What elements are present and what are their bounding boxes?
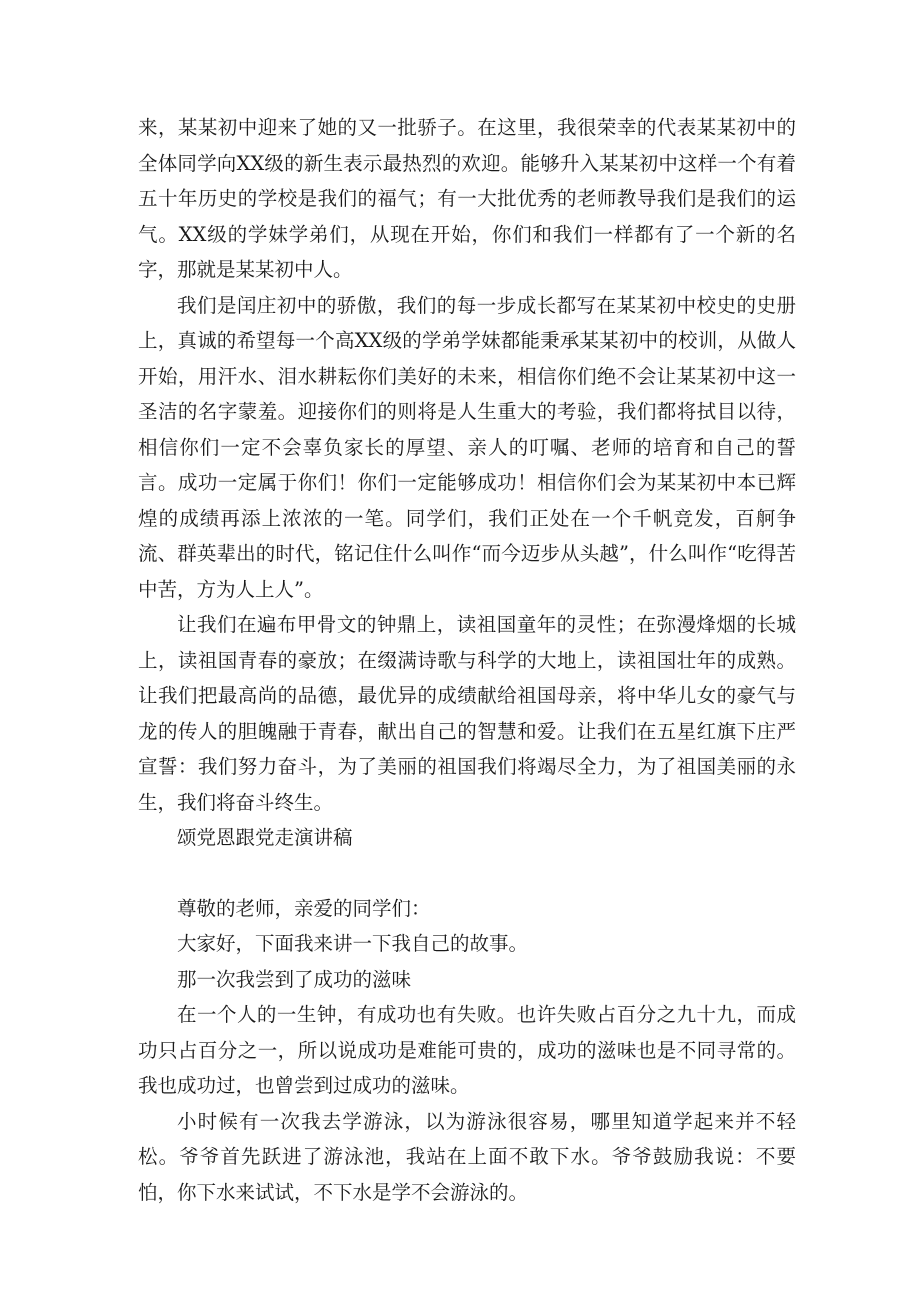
paragraph-motherland: 让我们在遍布甲骨文的钟鼎上，读祖国童年的灵性；在弥漫烽烟的长城上，读祖国青春的豪放；在缀满诗歌与科学的大地上，读祖国壮年的成熟。让我们把最高尚的品德，最优异的成绩献给祖国母亲，将中华儿女的豪气与龙的传人的胆魄融于青春，献出自己的智慧和爱。让我们在五星红旗下庄严宣誓：我们努力奋斗，为了美丽的祖国我们将竭尽全力，为了祖国美丽的永生，我们将奋斗终生。	[138, 613, 796, 814]
document-body	[138, 110, 796, 1210]
story-title: 那一次我尝到了成功的滋味	[177, 967, 412, 991]
paragraph-success: 在一个人的一生钟，有成功也有失败。也许失败占百分之九十九，而成功只占百分之一，所以说成功是难能可贵的，成功的滋味也是不同寻常的。我也成功过，也曾尝到过成功的滋味。	[138, 1003, 796, 1097]
paragraph-welcome-continuation: 来，某某初中迎来了她的又一批骄子。在这里，我很荣幸的代表某某初中的全体同学向XX级的新生表示最热烈的欢迎。能够升入某某初中这样一个有着五十年历史的学校是我们的福气；有一大批优秀的老师教导我们是我们的运气。XX级的学妹学弟们，从现在开始，你们和我们一样都有了一个新的名字，那就是某某初中人。	[138, 116, 796, 281]
paragraph-swimming: 小时候有一次我去学游泳，以为游泳很容易，哪里知道学起来并不轻松。爷爷首先跃进了游泳池，我站在上面不敢下水。爷爷鼓励我说：不要怕，你下水来试试，不下水是学不会游泳的。	[138, 1109, 796, 1204]
speech-title: 颂党恩跟党走演讲稿	[177, 826, 353, 849]
paragraph-pride: 我们是闰庄初中的骄傲，我们的每一步成长都写在某某初中校史的史册上，真诚的希望每一个高XX级的学弟学妹都能秉承某某初中的校训，从做人开始，用汗水、泪水耕耘你们美好的未来，相信你们绝不会让某某初中这一圣洁的名字蒙羞。迎接你们的则将是人生重大的考验，我们都将拭目以待，相信你们一定不会辜负家长的厚望、亲人的叮嘱、老师的培育和自己的誓言。成功一定属于你们！你们一定能够成功！相信你们会为某某初中本已辉煌的成绩再添上浓浓的一笔。同学们，我们正处在一个千帆竞发，百舸争流、群英辈出的时代，铭记住什么叫作“而今迈步从头越”，什么叫作“吃得苦中苦，方为人上人”。	[138, 293, 796, 601]
blank-line	[138, 856, 796, 891]
salutation: 尊敬的老师，亲爱的同学们：	[177, 896, 431, 920]
greeting: 大家好，下面我来讲一下我自己的故事。	[177, 932, 529, 955]
